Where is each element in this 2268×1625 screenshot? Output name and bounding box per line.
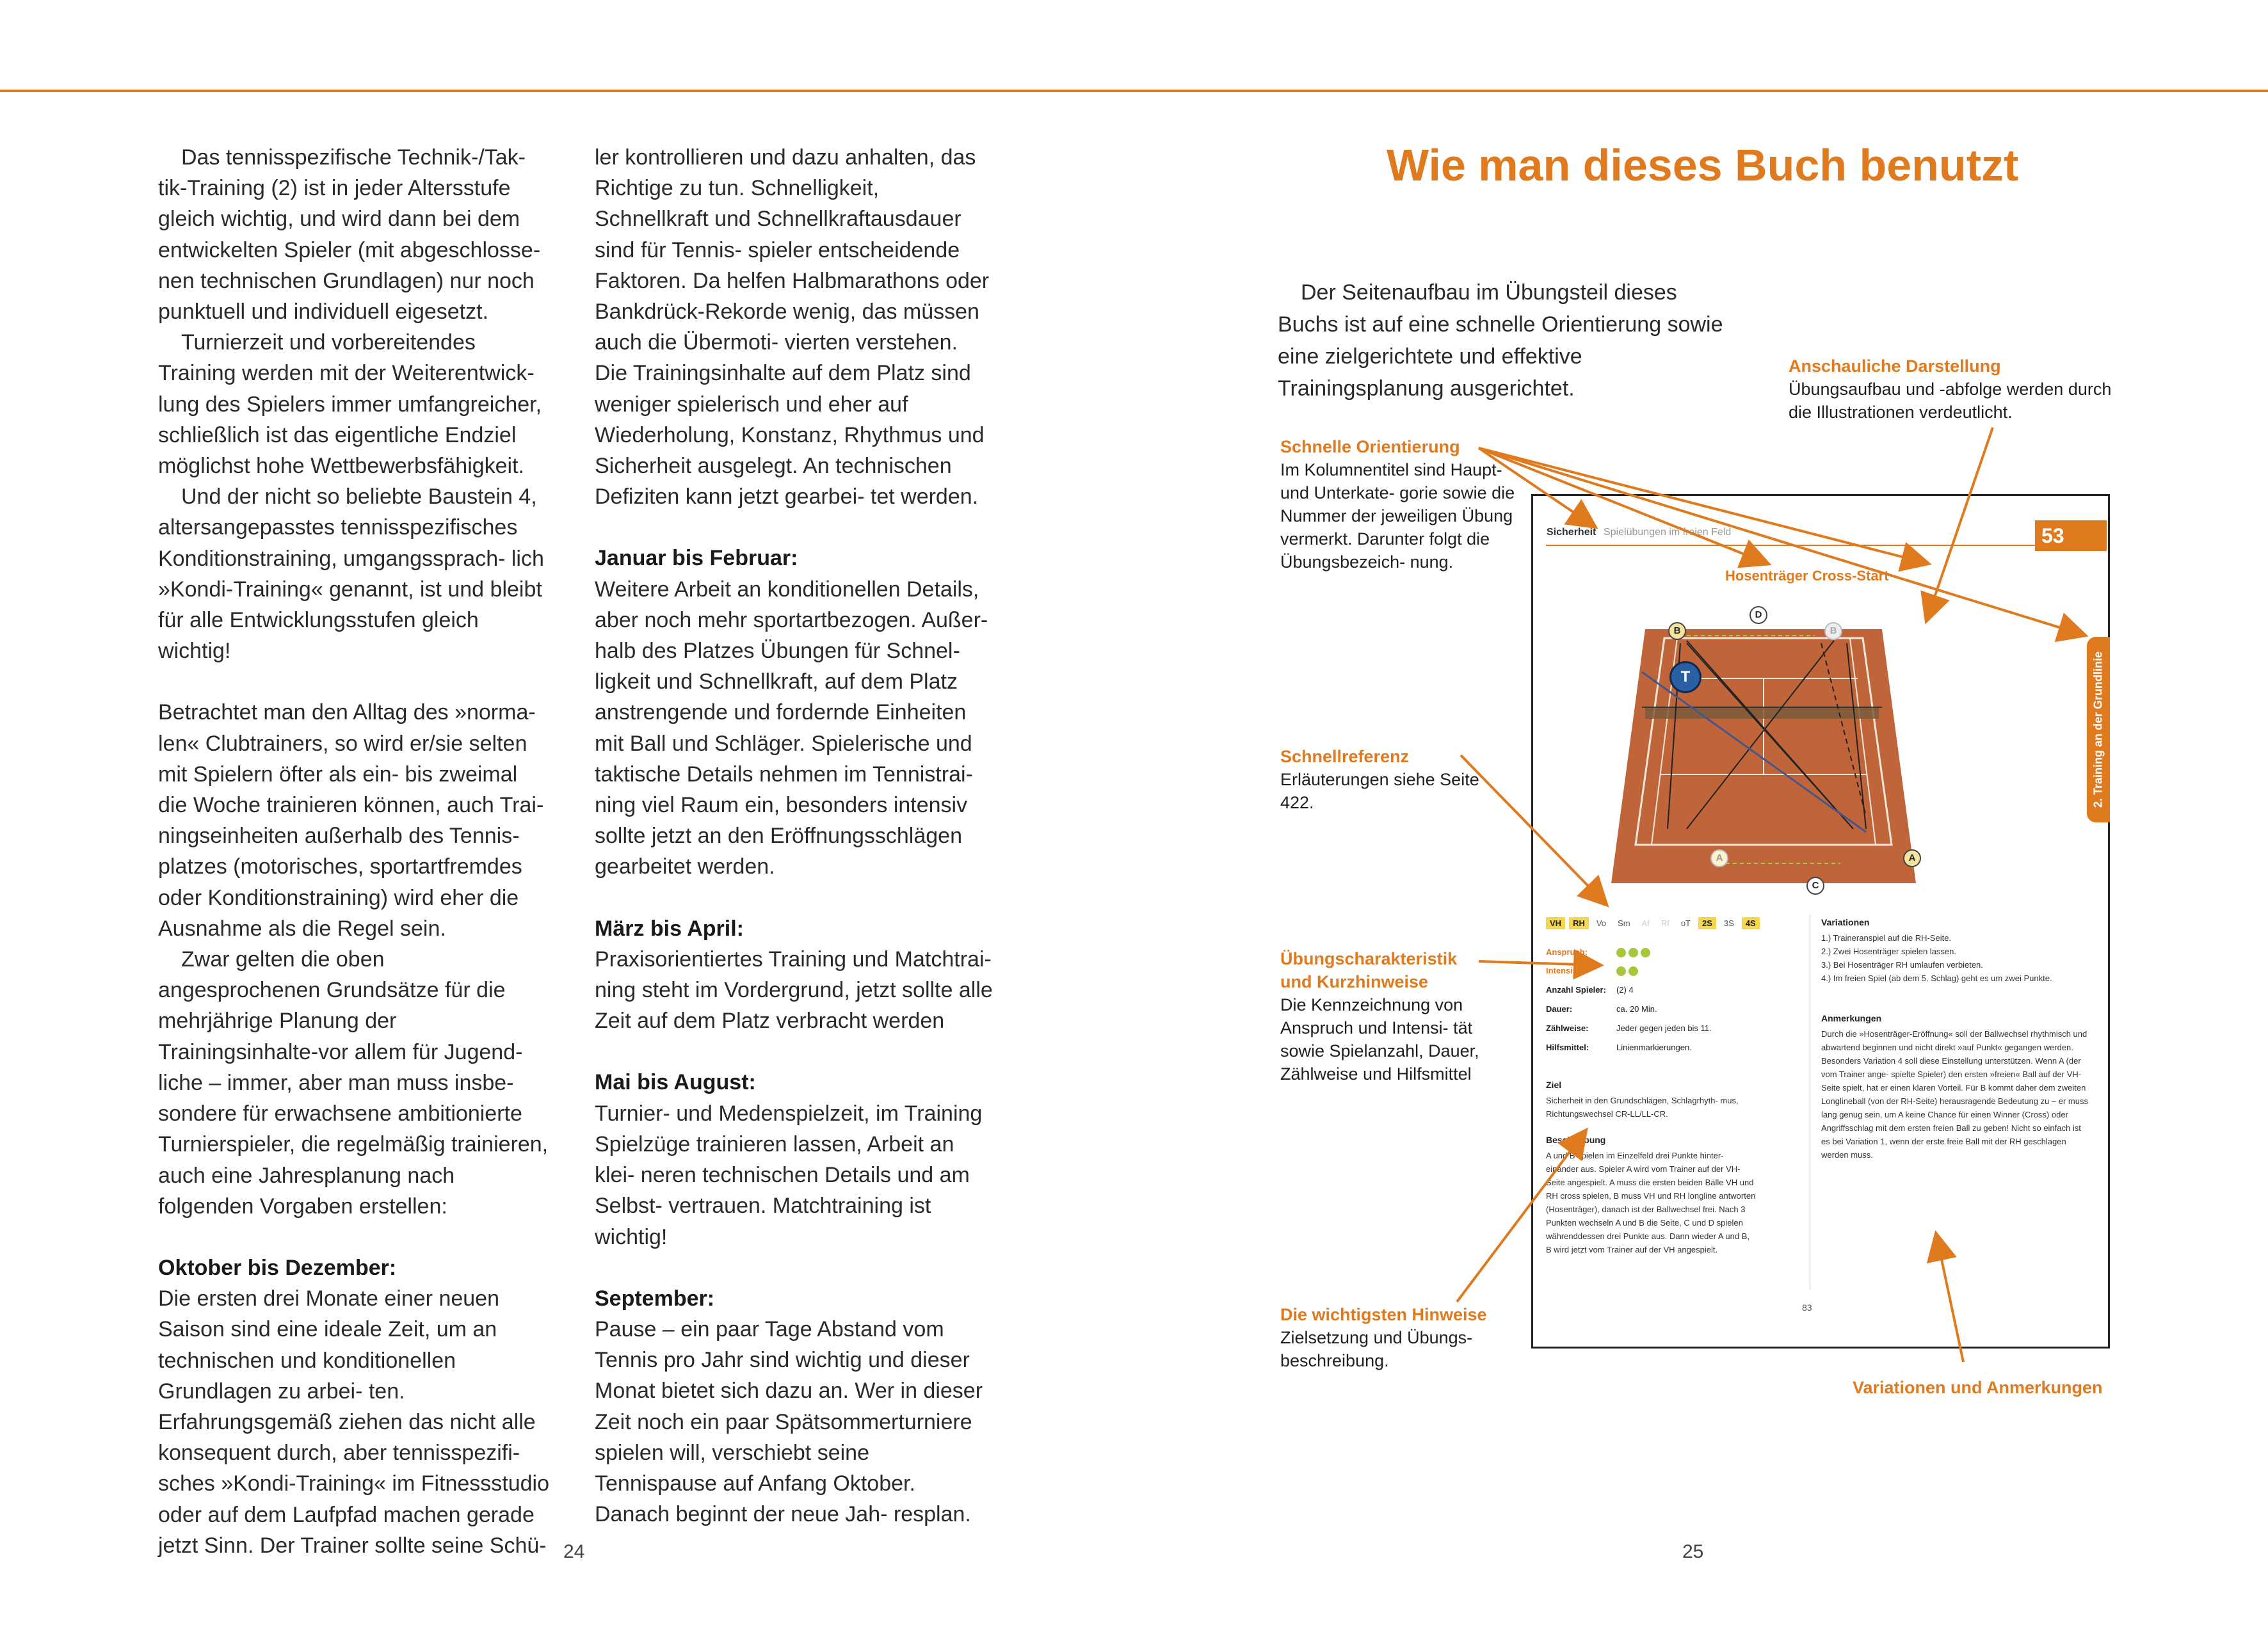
chip-ot: oT xyxy=(1680,918,1691,928)
paragraph: Und der nicht so beliebte Baustein 4, altersangepasstes tennisspezifisches Konditionstraining, umgangssprach- lich »Kondi-Training« genannt, ist und bleibt für alle Entwicklungsstufen gleich wichtig! xyxy=(158,484,544,664)
player-c-icon: C xyxy=(1806,877,1824,895)
running-subhead: Spielübungen im freien Feld xyxy=(1604,527,1732,538)
sample-page xyxy=(1531,494,2110,1349)
paragraph: ler kontrollieren und dazu anhalten, das Richtige zu tun. Schnelligkeit, Schnellkraft und Schnellkraftausdauer sind für Tennis- spieler entscheidende Faktoren. Da helfen Halbmarathons oder Bankdrück-Rekorde wenig, das müssen auch die Übermoti- vierten verstehen. Die Trainingsinhalte auf dem Platz sind weniger spielerisch und eher auf Wiederholung, Konstanz, Rhythmus und Sicherheit ausgelegt. An technischen Defiziten kann jetzt gearbei- tet werden. xyxy=(595,145,990,509)
paragraph: Turnierzeit und vorbereitendes Training werden mit der Weiterentwick- lung des Spielers immer umfangreicher, schließlich ist das eigentliche Endziel möglichst hohe Wettbewerbsfähigkeit. xyxy=(158,330,542,479)
paragraph: Betrachtet man den Alltag des »norma- len« Clubtrainers, so wird er/sie selten mit Spielern öfter als ein- bis zweimal die Woche trainieren können, auch Trai- ningseinheiten außerhalb des Tennis- platzes (motorisches, sportartfremdes oder Konditionstraining) wird eher die Ausnahme als die Regel sein. xyxy=(158,700,544,941)
paragraph: Praxisorientiertes Training und Matchtrai- ning steht im Vordergrund, jetzt sollte alle Zeit auf dem Platz verbracht werden xyxy=(595,947,993,1034)
sample-page-number: 83 xyxy=(1802,1302,1812,1313)
anspruch-row: Anspruch: xyxy=(1546,947,1653,957)
section-heading: Oktober bis Dezember: xyxy=(158,1255,397,1280)
callout-hinweise: Die wichtigsten Hinweise Zielsetzung und Übungs- beschreibung. xyxy=(1280,1305,1487,1370)
variationen-list: 1.) Traineranspiel auf die RH-Seite. 2.) Zwei Hosenträger spielen lassen. 3.) Bei Hosenträger RH umlaufen verbieten. 4.) Im freien Spiel (ab dem 5. Schlag) geht es um zwei Punkte. xyxy=(1821,933,2052,983)
zaehl-row: Zählweise: Jeder gegen jeden bis 11. xyxy=(1546,1023,1712,1033)
intensitaet-row: Intensität: xyxy=(1546,966,1641,976)
callout-variationen: Variationen und Anmerkungen xyxy=(1853,1378,2103,1397)
top-rule xyxy=(0,90,2268,92)
chip-4s: 4S xyxy=(1742,917,1760,929)
chip-2s: 2S xyxy=(1698,917,1716,929)
callout-schnelle-orientierung: Schnelle Orientierung Im Kolumnentitel sind Haupt- und Unterkate- gorie sowie die Nummer der jeweiligen Übung vermerkt. Darunter folgt die Übungsbezeich- nung. xyxy=(1280,437,1515,572)
paragraph: Die ersten drei Monate einer neuen Saison sind eine ideale Zeit, um an technischen und konditionellen Grundlagen zu arbei- ten. Erfahrungsgemäß ziehen das nicht alle konsequent durch, aber tennisspezifi- sches »Kondi-Training« im Fitnessstudio oder auf dem Laufpfad machen gerade jetzt Sinn. Der Trainer sollte seine Schü- xyxy=(158,1286,550,1558)
page-number-left: 24 xyxy=(563,1541,585,1562)
anmerkungen-text: Durch die »Hosenträger-Eröffnung« soll der Ballwechsel rhythmisch und abwartend beginnen und nicht direkt »auf Punkt« gegangen werden. Besonders Variation 4 soll diese Einstellung unterstützen. Wenn A (der vom Trainer ange- spielte Spieler) den ersten »freien« Ball auf der VH-Seite spielt, hat er einen klaren Vorteil. Für B kommt daher dem zweiten Longlineball (von der RH-Seite) herausragende Bedeutung zu – er muss lang genug sein, um A keine Chance für einen Winner (Cross) oder Angriffsschlag mit dem ersten freien Ball zu geben! Nicht so einfach ist es bei Variation 1, wenn der erste freie Ball mit der RH geschlagen werden muss. xyxy=(1821,1029,2088,1160)
court-illustration xyxy=(1533,496,2108,906)
left-column-2 xyxy=(595,142,995,1530)
chip-3s: 3S xyxy=(1723,918,1734,928)
beschreibung-text: A und B spielen im Einzelfeld drei Punkte hinter- einander aus. Spieler A wird vom Trainer auf der VH-Seite angespielt. A muss die ersten beiden Bälle VH und RH cross spielen, B muss VH und RH longline antworten (Hosenträger), danach ist der Ballwechsel frei. Nach 3 Punkten wechseln A und B die Seite, C und D spielen währenddessen drei Punkte aus. Dann wieder A und B, B wird jetzt vom Trainer auf der VH angespielt. xyxy=(1546,1151,1756,1254)
running-head: Sicherheit xyxy=(1547,527,1596,538)
player-a-right-icon: A xyxy=(1903,849,1921,867)
ziel-heading: Ziel xyxy=(1546,1080,1562,1090)
paragraph: Weitere Arbeit an konditionellen Details, aber noch mehr sportartbezogen. Außer- halb des Platzes Übungen für Schnel- ligkeit und Schnellkraft, auf dem Platz anstrengende und fordernde Einheiten mit Ball und Schläger. Spielerische und taktische Details nehmen im Tennistrai- ning viel Raum ein, besonders intensiv sollte jetzt an den Eröffnungsschlägen gearbeitet werden. xyxy=(595,577,988,879)
exercise-title: Hosenträger Cross-Start xyxy=(1725,568,1889,584)
chapter-tab: 2. Training an der Grundlinie xyxy=(2087,637,2110,822)
chip-vh: VH xyxy=(1546,917,1565,929)
paragraph: Turnier- und Medenspielzeit, im Training Spielzüge trainieren lassen, Arbeit an klei- neren technischen Details und am Selbst- vertrauen. Matchtraining ist wichtig! xyxy=(595,1101,983,1249)
chip-vo: Vo xyxy=(1596,918,1607,928)
page-number-right: 25 xyxy=(1682,1541,1704,1562)
callout-anschauliche: Anschauliche Darstellung Übungsaufbau und -abfolge werden durch die Illustrationen verdeutlicht. xyxy=(1789,356,2112,422)
anspruch-dots-icon xyxy=(1616,947,1653,957)
player-d-icon: D xyxy=(1749,606,1767,624)
section-heading: September: xyxy=(595,1286,715,1311)
section-heading: Mai bis August: xyxy=(595,1070,756,1095)
chip-rh: RH xyxy=(1569,917,1589,929)
paragraph: Zwar gelten die oben angesprochenen Grundsätze für die mehrjährige Planung der Trainingsinhalte-vor allem für Jugend- liche – immer, aber man muss insbe- sondere für erwachsene ambitionierte Turnierspieler, die regelmäßig trainieren, auch eine Jahresplanung nach folgenden Vorgaben erstellen: xyxy=(158,947,549,1219)
beschreibung-heading: Beschreibung xyxy=(1546,1135,1606,1145)
section-heading: Januar bis Februar: xyxy=(595,546,798,571)
stroke-chips xyxy=(1546,917,1760,929)
paragraph: Das tennisspezifische Technik-/Tak- tik-Training (2) ist in jeder Altersstufe gleich wichtig, und wird dann bei dem entwickelten Spieler (mit abgeschlosse- nen technischen Grundlagen) nur noch punktuell und individuell eigesetzt. xyxy=(158,145,541,324)
intro-text: Der Seitenaufbau im Übungsteil dieses Buchs ist auf eine schnelle Orientierung sowie eine zielgerichtete und effektive Trainingsplanung ausgerichtet. xyxy=(1278,280,1723,401)
callout-schnellreferenz: Schnellreferenz Erläuterungen siehe Seite 422. xyxy=(1280,747,1479,812)
anmerkungen-heading: Anmerkungen xyxy=(1821,1013,1882,1023)
anzahl-row: Anzahl Spieler: (2) 4 xyxy=(1546,985,1634,995)
variationen-heading: Variationen xyxy=(1821,917,1870,927)
chip-rf: Rf xyxy=(1661,918,1669,928)
player-b-left-icon: B xyxy=(1668,622,1686,640)
intensitaet-dots-icon xyxy=(1616,966,1641,976)
paragraph: Pause – ein paar Tage Abstand vom Tennis pro Jahr sind wichtig und dieser Monat bietet sich dazu an. Wer in dieser Zeit noch ein paar Spätsommerturniere spielen will, verschiebt seine Tennispause auf Anfang Oktober. Danach beginnt der neue Jah- resplan. xyxy=(595,1317,983,1527)
dauer-row: Dauer: ca. 20 Min. xyxy=(1546,1004,1657,1014)
section-heading: März bis April: xyxy=(595,916,744,941)
left-column-1 xyxy=(158,142,550,1561)
player-b-right-icon: B xyxy=(1824,622,1842,640)
callout-charakteristik: Übungscharakteristik und Kurzhinweise Die Kennzeichnung von Anspruch und Intensi- tät sowie Spielanzahl, Dauer, Zählweise und Hilfsmittel xyxy=(1280,949,1479,1084)
chip-af: Af xyxy=(1641,918,1650,928)
hilfs-row: Hilfsmittel: Linienmarkierungen. xyxy=(1546,1043,1692,1052)
chip-sm: Sm xyxy=(1618,918,1630,928)
player-a-left-icon: A xyxy=(1710,849,1728,867)
exercise-number: 53 xyxy=(2035,520,2107,551)
trainer-icon: T xyxy=(1669,661,1701,693)
page-title: Wie man dieses Buch benutzt xyxy=(1387,140,2019,190)
ziel-text: Sicherheit in den Grundschlägen, Schlagrhyth- mus, Richtungswechsel CR-LL/LL-CR. xyxy=(1546,1096,1739,1119)
